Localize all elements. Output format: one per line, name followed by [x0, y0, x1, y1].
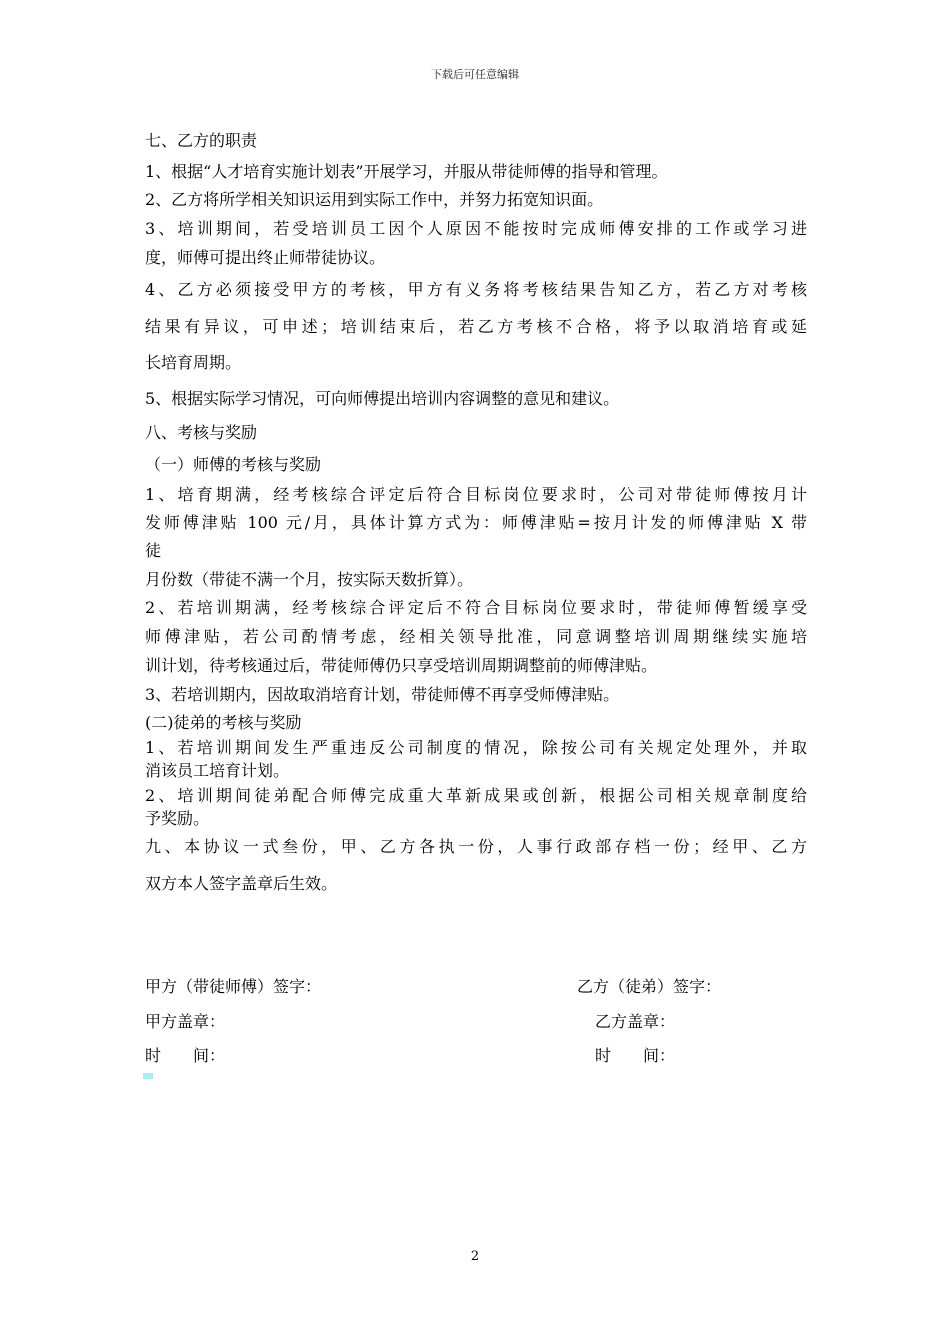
- section-heading-8: 八、考核与奖励: [145, 423, 258, 442]
- text-line: 度，师傅可提出终止师带徒协议。: [145, 248, 386, 267]
- text-line: 结果有异议，可申述；培训结束后，若乙方考核不合格，将予以取消培育或延: [145, 317, 807, 336]
- text-line: 徒: [145, 541, 162, 560]
- text-line: 师傅津贴，若公司酌情考虑，经相关领导批准，同意调整培训周期继续实施培: [145, 627, 807, 646]
- party-b-time-label: 时 间：: [595, 1046, 676, 1065]
- text-line: 2、若培训期满，经考核综合评定后不符合目标岗位要求时，带徒师傅暂缓享受: [145, 598, 807, 617]
- page-number: 2: [470, 1249, 480, 1264]
- text-line: 5、根据实际学习情况，可向师傅提出培训内容调整的意见和建议。: [145, 389, 620, 408]
- text-line: 训计划，待考核通过后，带徒师傅仍只享受培训周期调整前的师傅津贴。: [145, 656, 658, 675]
- text-line: 1、若培训期间发生严重违反公司制度的情况，除按公司有关规定处理外，并取: [145, 738, 807, 757]
- text-line: 双方本人签字盖章后生效。: [145, 874, 338, 893]
- section-heading-9: 九、本协议一式叁份，甲、乙方各执一份，人事行政部存档一份；经甲、乙方: [145, 837, 807, 856]
- text-cursor-marker: [143, 1073, 153, 1079]
- text-line: 1、培育期满，经考核综合评定后符合目标岗位要求时，公司对带徒师傅按月计: [145, 485, 807, 504]
- subsection-heading: （一）师傅的考核与奖励: [145, 455, 322, 474]
- page-header-note: 下载后可任意编辑: [431, 68, 519, 81]
- text-line: 1、根据“人才培育实施计划表”开展学习，并服从带徒师傅的指导和管理。: [145, 162, 668, 181]
- text-line: 予奖励。: [145, 809, 210, 828]
- text-line: 消该员工培育计划。: [145, 761, 290, 780]
- text-line: 2、乙方将所学相关知识运用到实际工作中，并努力拓宽知识面。: [145, 190, 604, 209]
- party-a-time-label: 时 间：: [145, 1046, 226, 1065]
- text-line: 2、培训期间徒弟配合师傅完成重大革新成果或创新，根据公司相关规章制度给: [145, 786, 807, 805]
- party-b-seal-label: 乙方盖章：: [595, 1012, 676, 1031]
- text-line: 发师傅津贴 100 元/月，具体计算方式为：师傅津贴=按月计发的师傅津贴 X 带: [145, 513, 807, 532]
- section-heading-7: 七、乙方的职责: [145, 131, 258, 150]
- party-b-signature-label: 乙方（徒弟）签字：: [577, 977, 722, 996]
- text-line: 长培育周期。: [145, 353, 242, 372]
- subsection-heading: (二)徒弟的考核与奖励: [145, 713, 302, 732]
- text-line: 月份数（带徒不满一个月，按实际天数折算）。: [145, 570, 474, 589]
- party-a-seal-label: 甲方盖章：: [145, 1012, 226, 1031]
- text-line: 4、乙方必须接受甲方的考核，甲方有义务将考核结果告知乙方，若乙方对考核: [145, 280, 807, 299]
- party-a-signature-label: 甲方（带徒师傅）签字：: [145, 977, 322, 996]
- text-line: 3、若培训期内，因故取消培育计划，带徒师傅不再享受师傅津贴。: [145, 685, 620, 704]
- text-line: 3、培训期间，若受培训员工因个人原因不能按时完成师傅安排的工作或学习进: [145, 219, 807, 238]
